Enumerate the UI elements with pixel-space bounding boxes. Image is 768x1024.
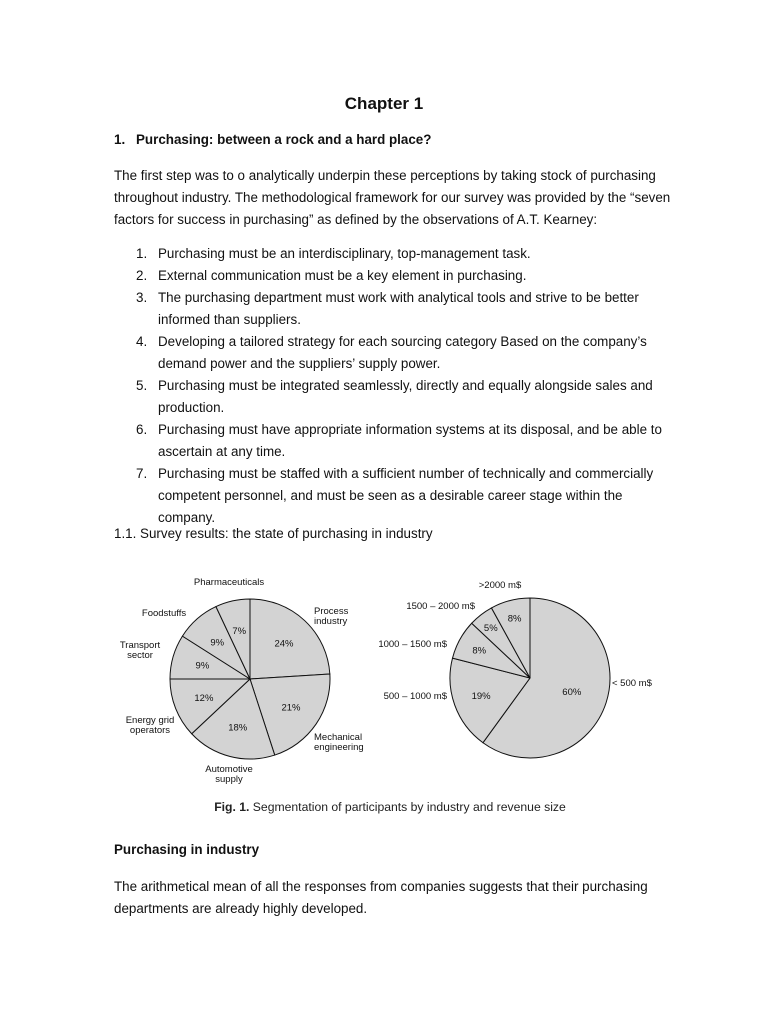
list-item (114, 463, 679, 529)
pie-value-label: 7% (232, 626, 247, 638)
pie-value-label: 19% (471, 691, 491, 703)
pie-category-label (120, 640, 161, 661)
figure-caption-label: Fig. 1. (214, 800, 250, 814)
pie-category-label-line: sector (127, 650, 153, 661)
figure-caption-text: Segmentation of participants by industry and revenue size (249, 800, 566, 814)
pie-category-label: 500 – 1000 m$ (383, 691, 447, 702)
list-item (114, 331, 679, 375)
list-item (114, 419, 679, 463)
pie-category-label (314, 606, 349, 627)
pie-category-label: 1500 – 2000 m$ (406, 601, 475, 612)
section-heading (114, 132, 431, 147)
list-item (114, 265, 679, 287)
pie-category-label-line: Energy grid (125, 715, 175, 726)
list-item-number: 7. (136, 466, 148, 481)
pie-value-label: 8% (507, 613, 522, 625)
pie-value-label: 8% (472, 645, 487, 657)
list-item-text: Purchasing must be staffed with a sufficient number of technically and commercially competent personnel, and must be seen as a desirable career stage within the company. (158, 466, 654, 525)
list-item-number: 2. (136, 268, 148, 283)
list-item-number: 4. (136, 334, 148, 349)
pie-category-label-line: industry (314, 616, 348, 627)
pie-category-label-line: Foodstuffs (141, 608, 187, 619)
pie-category-label (142, 608, 186, 619)
pie-category-label (194, 577, 264, 588)
pie-category-label (314, 732, 364, 753)
list-item (114, 287, 679, 331)
pie-value-label: 21% (281, 702, 301, 714)
pie-value-label: 9% (195, 660, 210, 672)
purchasing-heading: Purchasing in industry (114, 842, 260, 857)
pie-category-label-line: Transport (119, 640, 161, 651)
list-item (114, 243, 679, 265)
pie-category-label: >2000 m$ (478, 580, 522, 591)
list-item-text: Purchasing must be integrated seamlessly, directly and equally alongside sales and production. (158, 378, 653, 415)
pie-category-label-line: Automotive (205, 764, 253, 775)
pie-value-label: 5% (483, 622, 498, 634)
section-number: 1. (114, 132, 126, 147)
list-item-text: Purchasing must be an interdisciplinary, top-management task. (158, 246, 531, 261)
success-factors-list (114, 243, 679, 529)
pie-charts (110, 568, 670, 800)
list-item (114, 375, 679, 419)
intro-paragraph: The first step was to o analytically underpin these perceptions by taking stock of purchasing throughout industry. The methodological framework for our survey was provided by the “seven factors for success in purchasing” as defined by the observations of A.T. Kearney: (114, 168, 671, 227)
list-item-number: 5. (136, 378, 148, 393)
list-item-text: Purchasing must have appropriate information systems at its disposal, and be able to ascertain at any time. (158, 422, 662, 459)
pie-category-label-line: operators (129, 725, 171, 736)
pie-value-label: 60% (562, 687, 582, 699)
list-item-number: 6. (136, 422, 148, 437)
pie-category-label-line: Pharmaceuticals (193, 577, 265, 588)
list-item-text: External communication must be a key element in purchasing. (158, 268, 527, 283)
list-item-number: 1. (136, 246, 148, 261)
pie-category-label-line: engineering (314, 742, 364, 753)
pie-category-label-line: Mechanical (314, 732, 363, 743)
list-item-text: The purchasing department must work with analytical tools and strive to be better informed than suppliers. (158, 290, 639, 327)
list-item-number: 3. (136, 290, 148, 305)
pie-category-label (126, 715, 175, 736)
pie-value-label: 24% (274, 638, 294, 650)
pie-category-label: < 500 m$ (612, 678, 652, 689)
chapter-title: Chapter 1 (344, 94, 424, 113)
pie-category-label-line: Process (314, 606, 349, 617)
list-item-text: Developing a tailored strategy for each sourcing category Based on the company’s demand power and the suppliers’ supply power. (158, 334, 647, 371)
section-title: Purchasing: between a rock and a hard place? (136, 132, 432, 147)
pie-value-label: 12% (194, 692, 214, 704)
pie-category-label: 1000 – 1500 m$ (378, 639, 447, 650)
pie-category-label (205, 764, 253, 785)
figure-caption (110, 800, 670, 814)
pie-category-label-line: supply (215, 774, 243, 785)
closing-paragraph: The arithmetical mean of all the responses from companies suggests that their purchasing departments are already highly developed. (114, 879, 648, 916)
pie-value-label: 18% (228, 722, 248, 734)
subsection-title: 1.1. Survey results: the state of purchasing in industry (114, 526, 433, 541)
figure-segmentation (110, 568, 670, 828)
pie-value-label: 9% (210, 637, 225, 649)
